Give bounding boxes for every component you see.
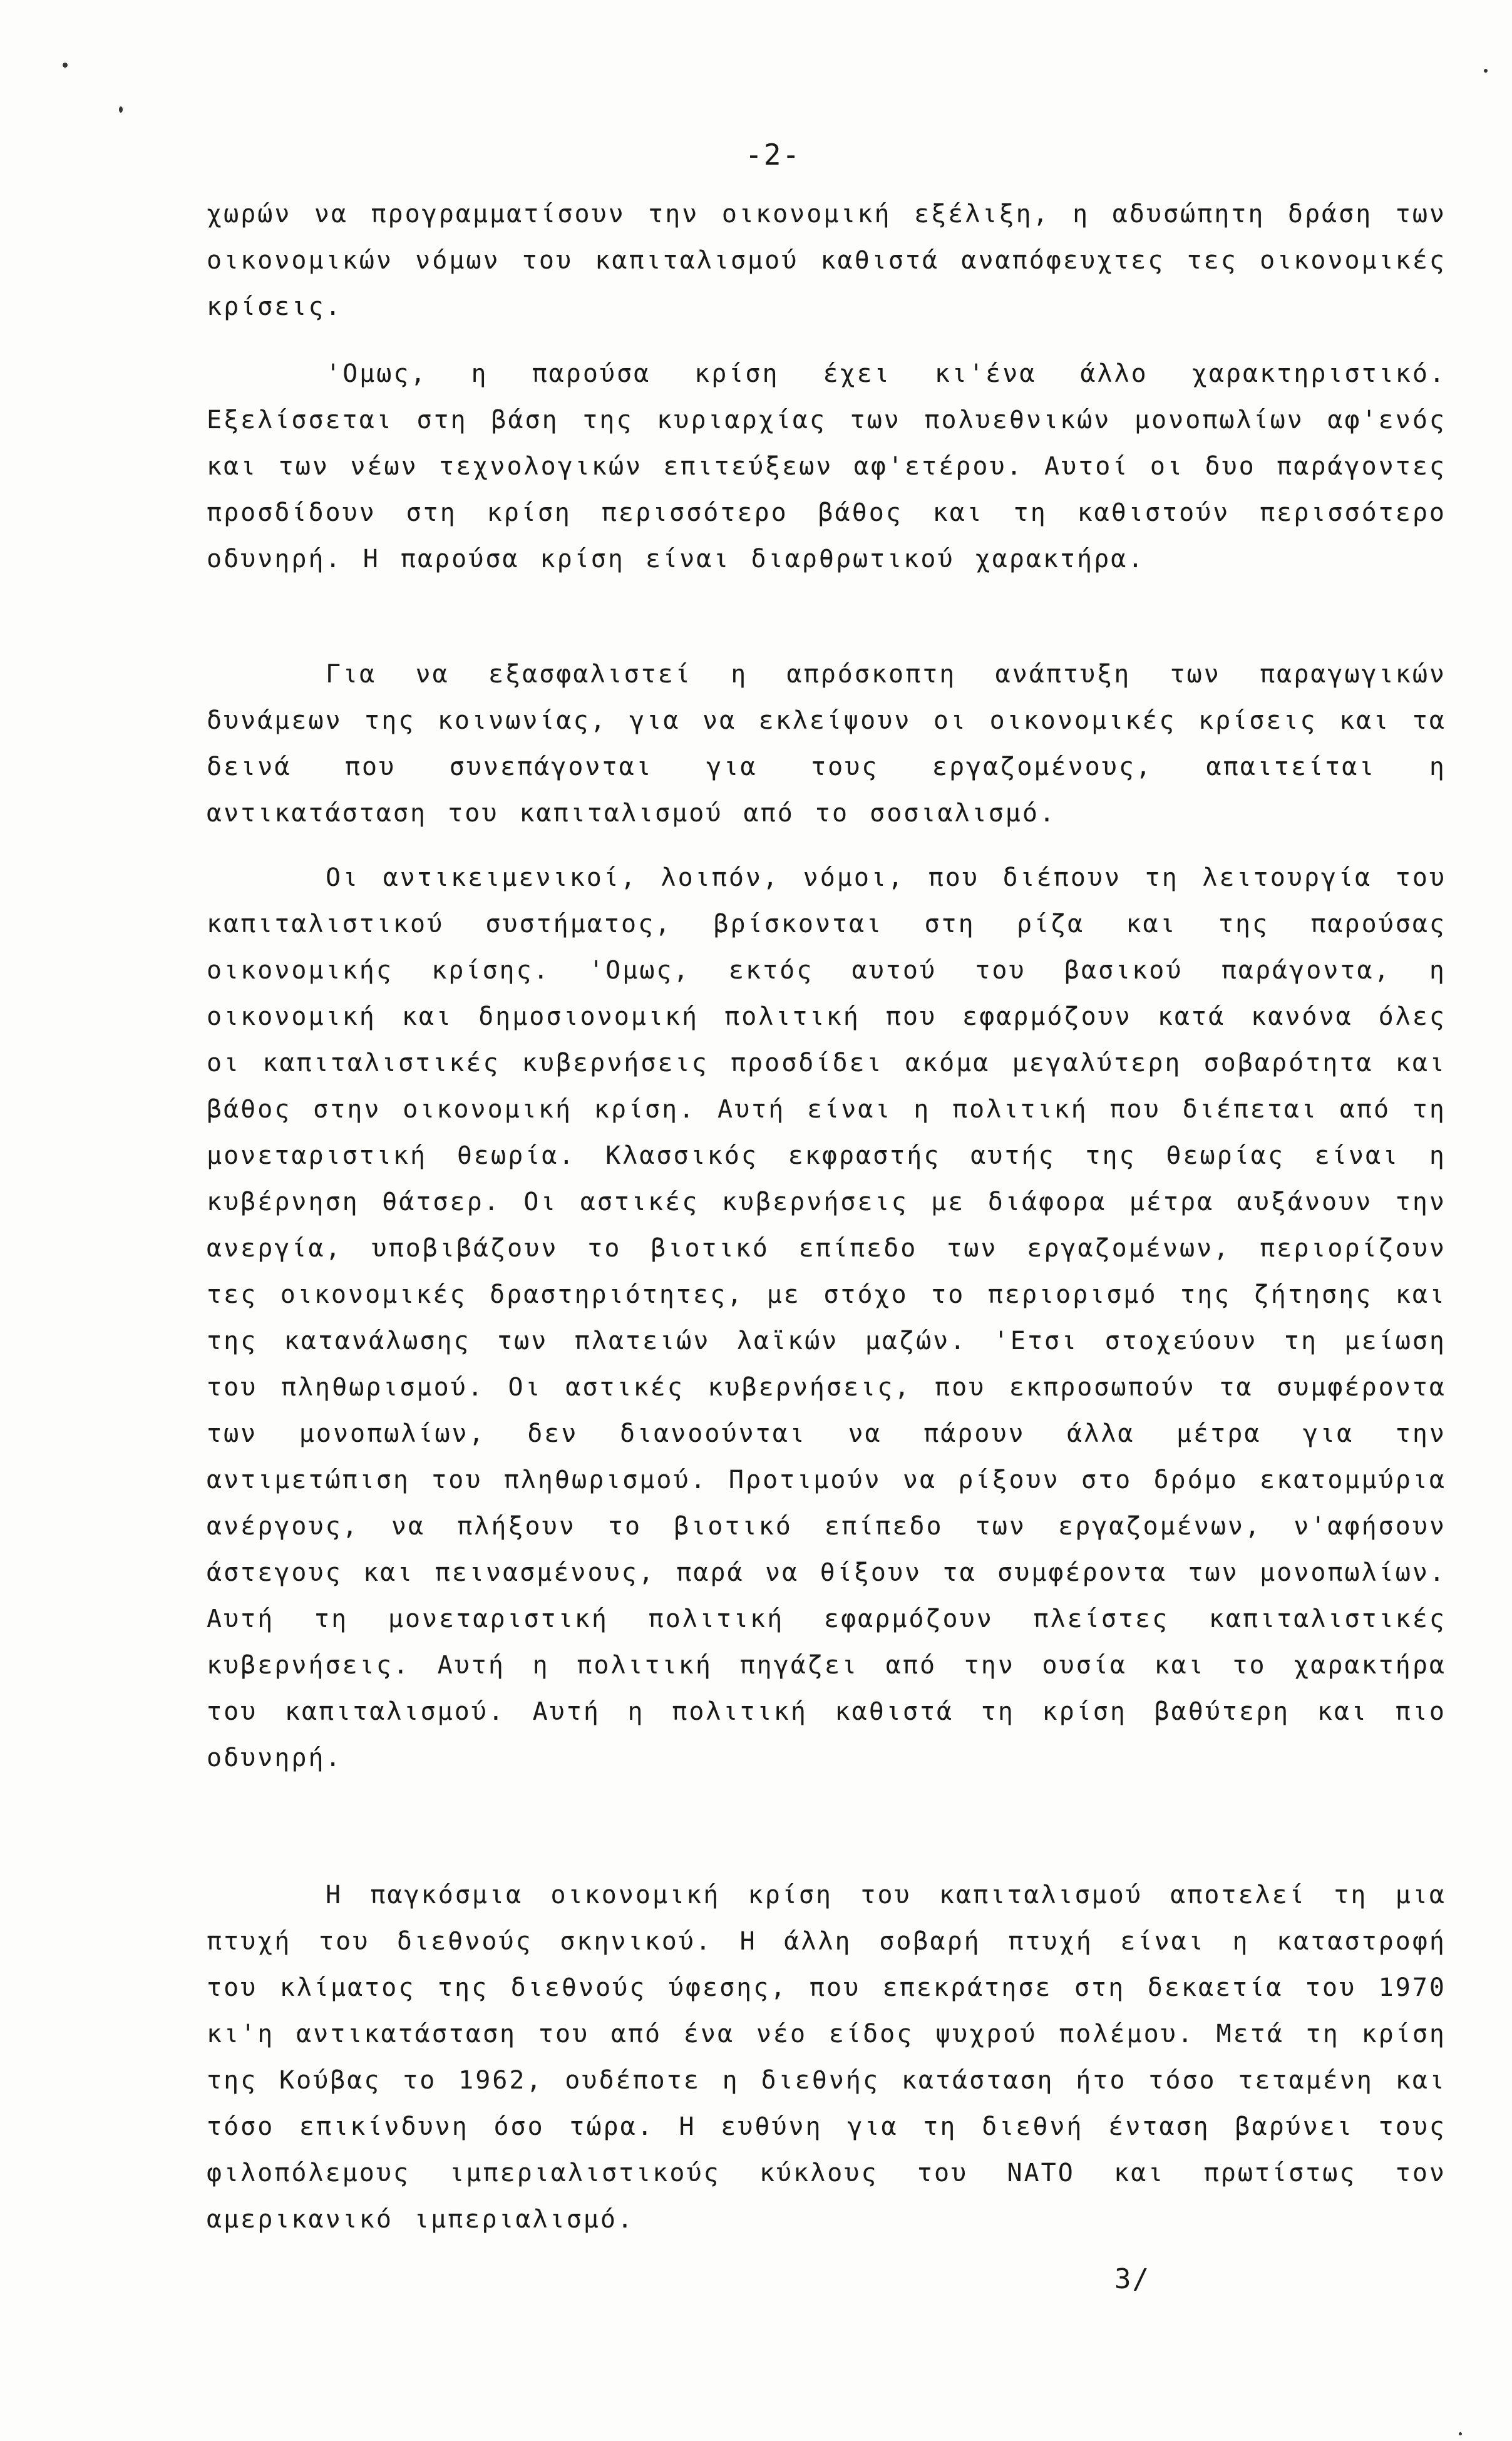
- paragraph-2: [207, 351, 1446, 582]
- next-page-marker: 3/: [1114, 2263, 1150, 2295]
- paragraph-text: Για να εξασφαλιστεί η απρόσκοπτη ανάπτυξη των παραγωγικών δυνάμεων της κοινωνίας, για να εκλείψουν οι οικονομικές κρίσεις και τα δεινά που συνεπάγονται για τους εργαζομένους, απαιτείται η αντικατάσταση του καπιταλισμού από το σοσιαλισμό.: [207, 660, 1446, 828]
- paragraph-3: [207, 651, 1446, 836]
- paragraph-5: [207, 1872, 1446, 2243]
- paragraph-text: Οι αντικειμενικοί, λοιπόν, νόμοι, που διέπουν τη λειτουργία του καπιταλιστικού συστήματος, βρίσκονται στη ρίζα και της παρούσας οικονομικής κρίσης. 'Ομως, εκτός αυτού του βασικού παράγοντα, η οικονομική και δημοσιονομική πολιτική που εφαρμόζουν κατά κανόνα όλες οι καπιταλιστικές κυβερνήσεις προσδίδει ακόμα μεγαλύτερη σοβαρότητα και βάθος στην οικονομική κρίση. Αυτή είναι η πολιτική που διέπεται από τη μονεταριστική θεωρία. Κλασσικός εκφραστής αυτής της θεωρίας είναι η κυβέρνηση θάτσερ. Οι αστικές κυβερνήσεις με διάφορα μέτρα αυξάνουν την ανεργία, υποβιβάζουν το βιοτικό επίπεδο των εργαζομένων, περιορίζουν τες οικονομικές δραστηριότητες, με στόχο το περιορισμό της ζήτησης και της κατανάλωσης των πλατειών λαϊκών μαζών. 'Ετσι στοχεύουν τη μείωση του πληθωρισμού. Οι αστικές κυβερνήσεις, που εκπροσωπούν τα συμφέροντα των μονοπωλίων, δεν διανοούνται να πάρουν άλλα μέτρα για την αντιμετώπιση του πληθωρισμού. Προτιμούν να ρίξουν στο δρόμο εκατομμύρια ανέργους, να πλήξουν το βιοτικό επίπεδο των εργαζομένων, ν'αφήσουν άστεγους και πεινασμένους, παρά να θίξουν τα συμφέροντα των μονοπωλίων. Αυτή τη μονεταριστική πολιτική εφαρμόζουν πλείστες καπιταλιστικές κυβερνήσεις. Αυτή η πολιτική πηγάζει από την ουσία και το χαρακτήρα του καπιταλισμού. Αυτή η πολιτική καθιστά τη κρίση βαθύτερη και πιο οδυνηρή.: [207, 863, 1446, 1772]
- scan-speck: [63, 63, 68, 68]
- scan-speck: [119, 106, 123, 113]
- paragraph-text: Η παγκόσμια οικονομική κρίση του καπιταλισμού αποτελεί τη μια πτυχή του διεθνούς σκηνικού. Η άλλη σοβαρή πτυχή είναι η καταστροφή του κλίματος της διεθνούς ύφεσης, που επεκράτησε στη δεκαετία του 1970 κι'η αντικατάσταση του από ένα νέο είδος ψυχρού πολέμου. Μετά τη κρίση της Κούβας το 1962, ουδέποτε η διεθνής κατάσταση ήτο τόσο τεταμένη και τόσο επικίνδυνη όσο τώρα. Η ευθύνη για τη διεθνή ένταση βαρύνει τους φιλοπόλεμους ιμπεριαλιστικούς κύκλους του ΝΑΤΟ και πρωτίστως τον αμερικανικό ιμπεριαλισμό.: [207, 1881, 1446, 2234]
- page-number: -2-: [745, 138, 801, 172]
- scan-speck: [1459, 2432, 1462, 2435]
- paragraph-text: χωρών να προγραμματίσουν την οικονομική εξέλιξη, η αδυσώπητη δράση των οικονομικών νόμων του καπιταλισμού καθιστά αναπόφευχτες τες οικονομικές κρίσεις.: [207, 200, 1446, 321]
- paragraph-1: [207, 191, 1446, 330]
- paragraph-text: 'Ομως, η παρούσα κρίση έχει κι'ένα άλλο χαρακτηριστικό. Εξελίσσεται στη βάση της κυριαρχίας των πολυεθνικών μονοπωλίων αφ'ενός και των νέων τεχνολογικών επιτεύξεων αφ'ετέρου. Αυτοί οι δυο παράγοντες προσδίδουν στη κρίση περισσότερο βάθος και τη καθιστούν περισσότερο οδυνηρή. Η παρούσα κρίση είναι διαρθρωτικού χαρακτήρα.: [207, 359, 1446, 573]
- scan-speck: [1484, 69, 1488, 73]
- paragraph-4: [207, 855, 1446, 1781]
